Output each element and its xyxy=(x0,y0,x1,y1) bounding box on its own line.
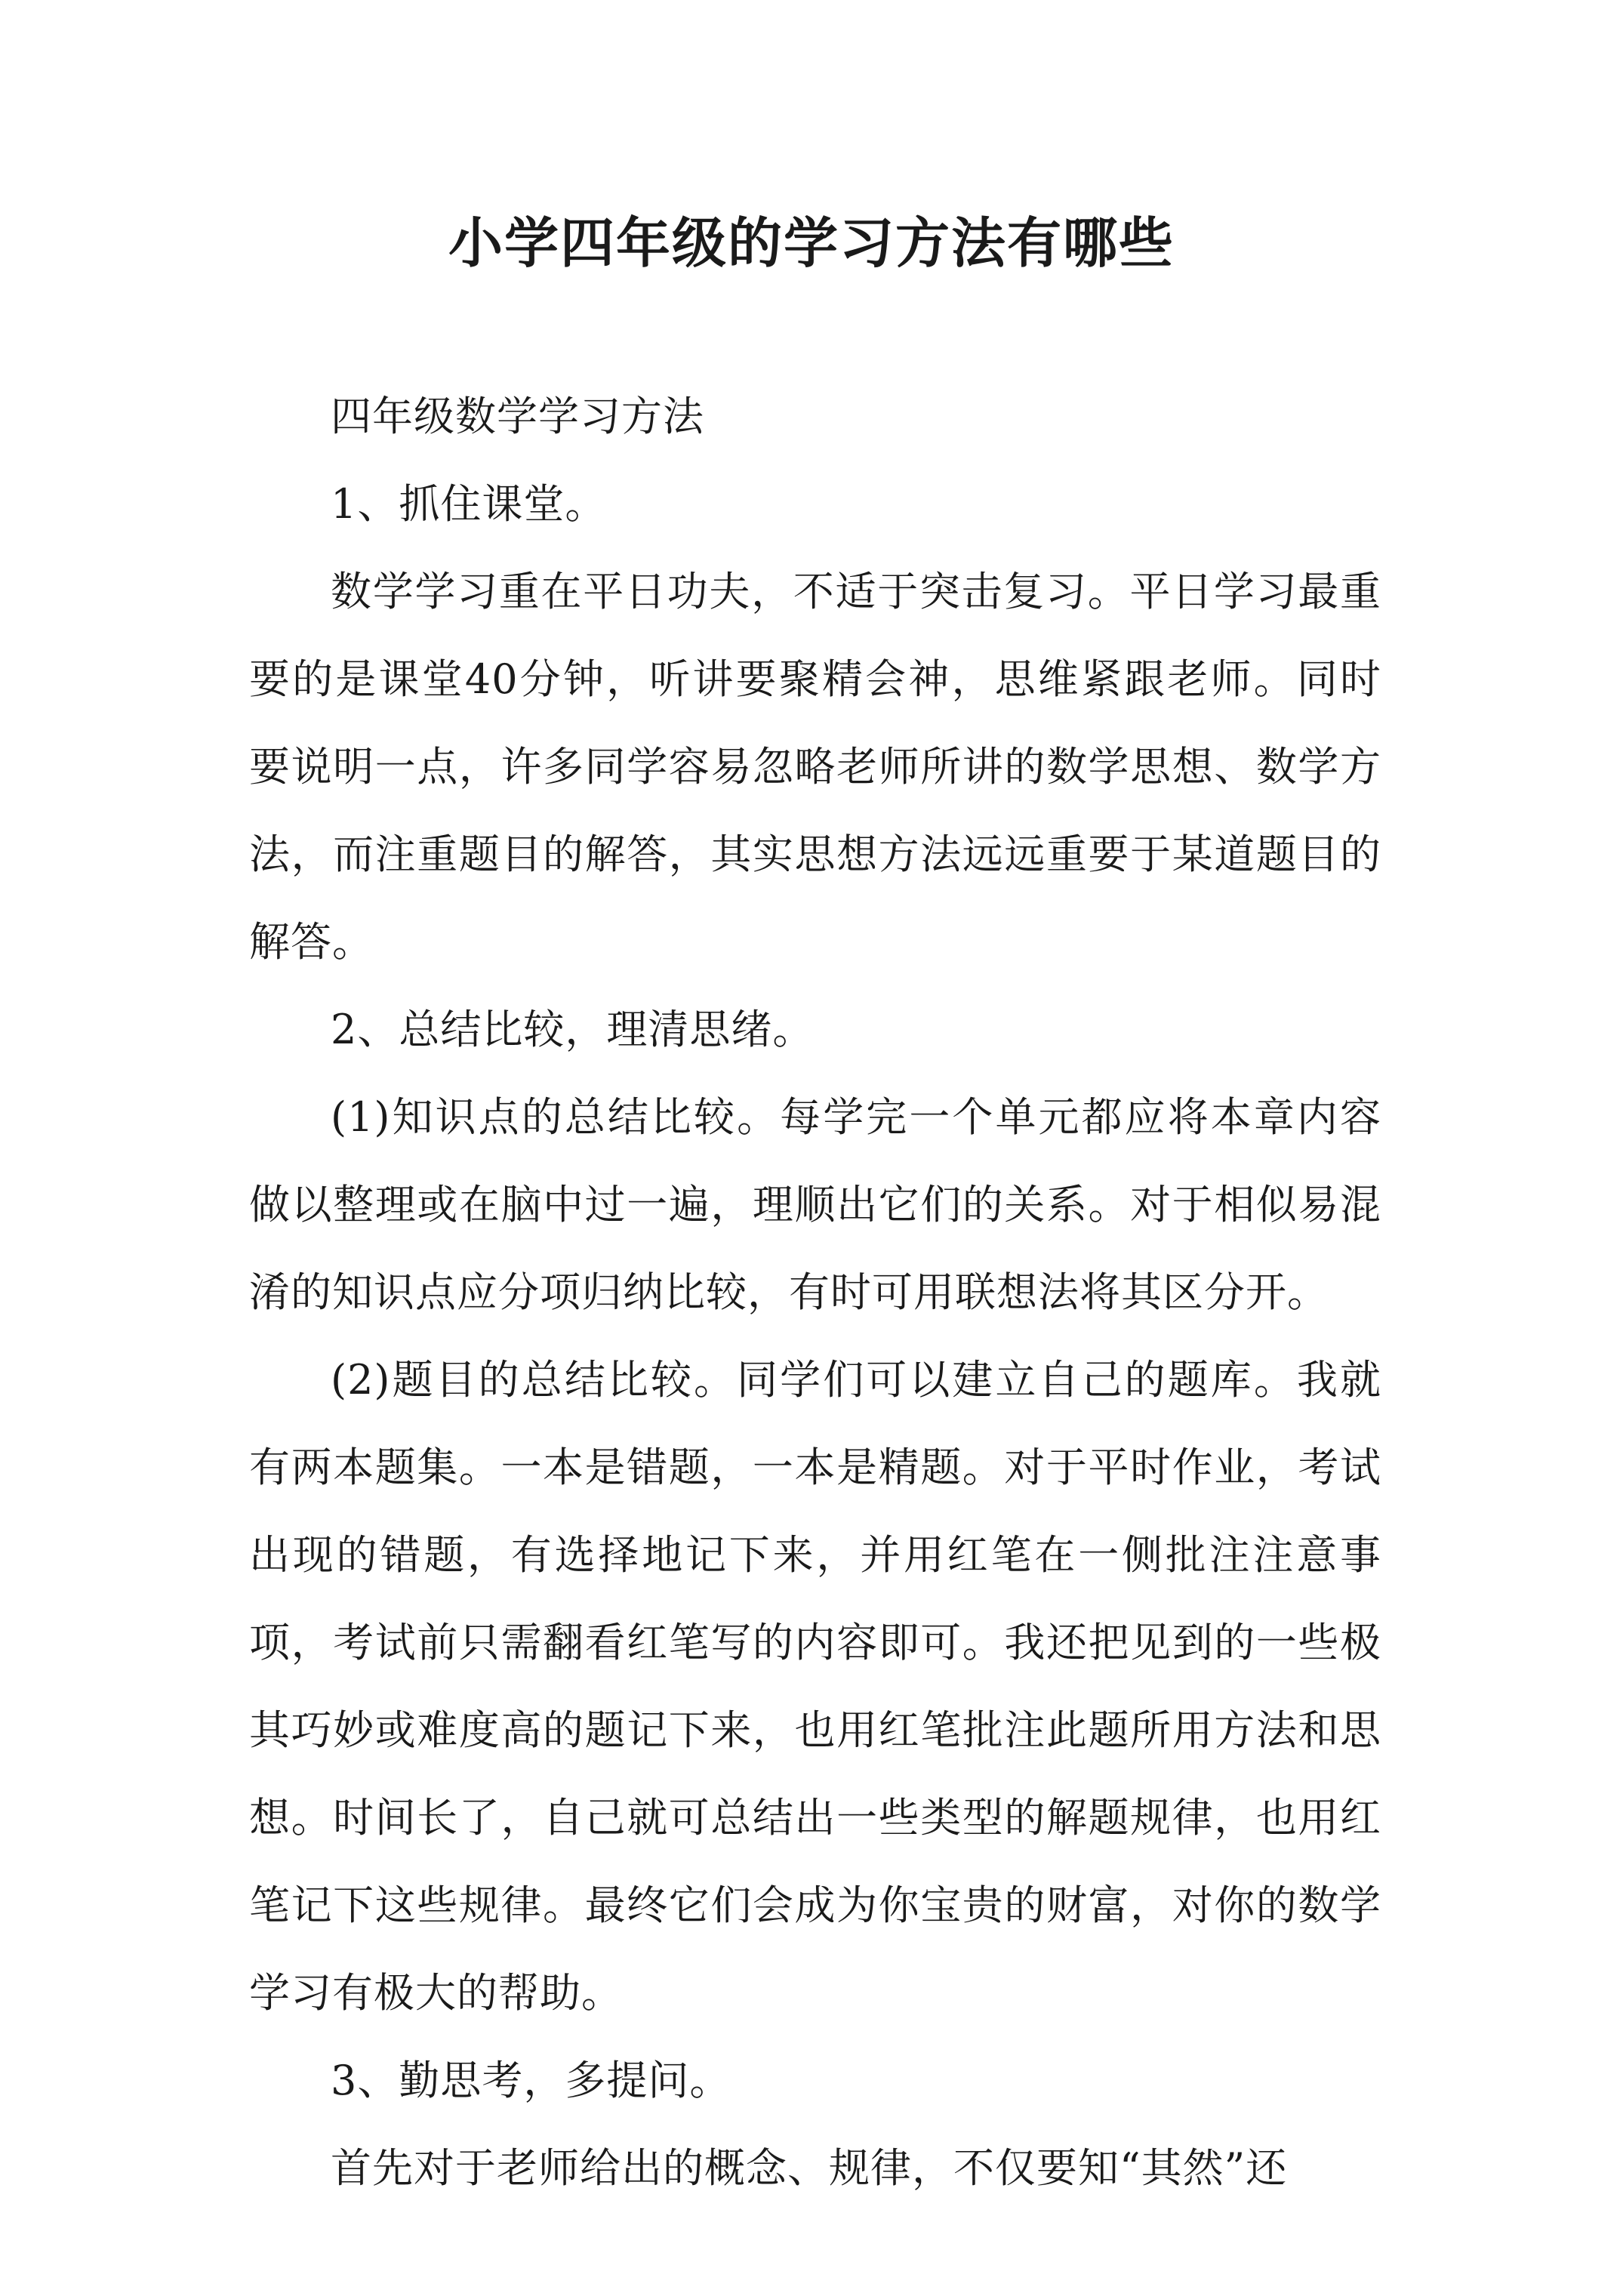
paragraph: 数学学习重在平日功夫，不适于突击复习。平日学习最重要的是课堂40分钟，听讲要聚精会神，思维紧跟老师。同时要说明一点，许多同学容易忽略老师所讲的数学思想、数学方法，而注重题目的解答，其实思想方法远远重要于某道题目的解答。 xyxy=(249,568,1381,966)
paragraph: (1)知识点的总结比较。每学完一个单元都应将本章内容做以整理或在脑中过一遍，理顺出它们的关系。对于相似易混淆的知识点应分项归纳比较，有时可用联想法将其区分开。 xyxy=(249,1093,1381,1316)
paragraph: 首先对于老师给出的概念、规律，不仅要知“其然”还 xyxy=(331,2144,1288,2192)
paragraph: (2)题目的总结比较。同学们可以建立自己的题库。我就有两本题集。一本是错题，一本是精题。对于平时作业，考试出现的错题，有选择地记下来，并用红笔在一侧批注注意事项，考试前只需翻看红笔写的内容即可。我还把见到的一些极其巧妙或难度高的题记下来，也用红笔批注此题所用方法和思想。时间长了，自己就可总结出一些类型的解题规律，也用红笔记下这些规律。最终它们会成为你宝贵的财富，对你的数学学习有极大的帮助。 xyxy=(249,1356,1381,2017)
subheading-1: 1、抓住课堂。 xyxy=(331,480,607,528)
document-title: 小学四年级的学习方法有哪些 xyxy=(448,211,1175,275)
section-heading: 四年级数学学习方法 xyxy=(331,393,704,440)
subheading-3: 3、勤思考，多提问。 xyxy=(331,2057,731,2104)
document-body xyxy=(249,373,1381,2212)
subheading-2: 2、总结比较，理清思绪。 xyxy=(331,1006,815,1053)
